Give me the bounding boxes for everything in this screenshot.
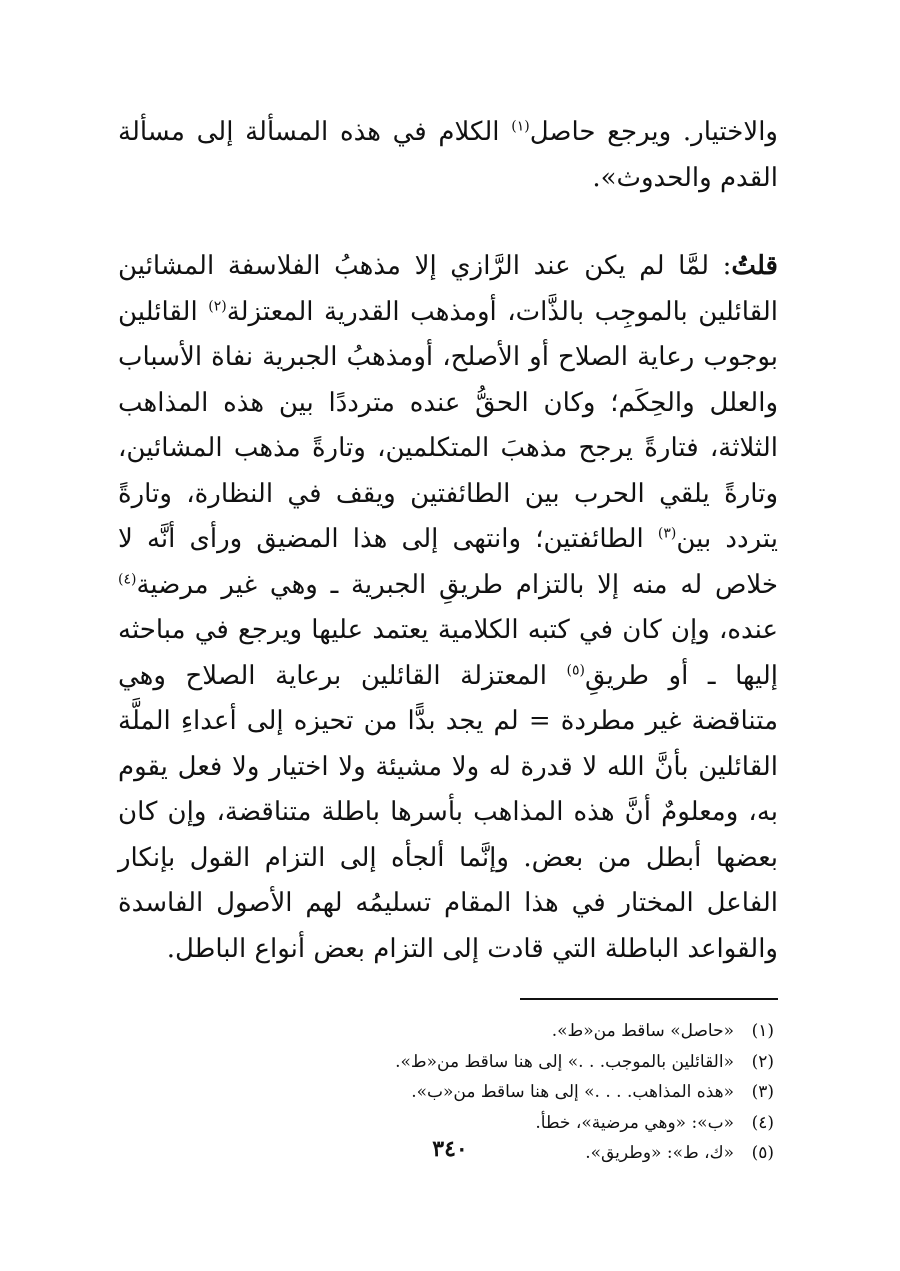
page-number: ٣٤٠ — [432, 1136, 468, 1162]
intro-paragraph — [118, 110, 778, 201]
intro-text-1: والاختيار. ويرجع حاصل — [529, 117, 778, 147]
footnote-number: (٢) — [751, 1051, 774, 1072]
footnote-number: (٣) — [751, 1082, 774, 1102]
footnote-ref-2: (٢) — [208, 297, 227, 314]
main-paragraph — [118, 244, 778, 972]
footnote-text: «ك، ط»: «وطريق». — [585, 1143, 734, 1163]
footnote-text: «ب»: «وهي مرضية»، خطأ. — [535, 1112, 734, 1133]
lead-word: قلتُ — [731, 251, 778, 281]
footnote-number: (٤) — [751, 1112, 774, 1133]
footnote-number: (١) — [751, 1021, 774, 1041]
footnote-ref-5: (٥) — [566, 661, 585, 678]
main-text-4: عنده، وإن كان في كتبه الكلامية يعتمد عليها ويرجع في مباحثه إليها ـ أو طريقِ — [118, 615, 779, 691]
footnote-text: «حاصل» ساقط من«ط». — [551, 1021, 734, 1041]
footnote-item — [118, 1047, 778, 1078]
main-text-1: : لمَّا لم يكن عند الرَّازي إلا مذهبُ الفلاسفة المشائين القائلين بالموجِب بالذَّات، أومذهب القدرية المعتزلة — [118, 251, 778, 327]
footnote-item — [118, 1016, 778, 1047]
footnote-divider — [520, 998, 778, 1000]
page-body — [118, 110, 778, 1169]
footnote-number: (٥) — [751, 1143, 774, 1163]
main-text-2: القائلين بوجوب رعاية الصلاح أو الأصلح، أومذهبُ الجبرية نفاة الأسباب والعلل والحِكَم؛ وكان الحقُّ عنده مترددًا بين هذه المذاهب الثلاثة، فتارةً يرجح مذهبَ المتكلمين، وتارةً مذهب المشائين، وتارةً يلقي الحرب بين الطائفتين ويقف في النظارة، وتارةً يتردد بين — [118, 296, 778, 554]
main-text-3: الطائفتين؛ وانتهى إلى هذا المضيق ورأى أنَّه لا خلاص له منه إلا بالتزام طريقِ الجبرية ـ وهي غير مرضية — [118, 524, 778, 600]
footnote-item — [118, 1108, 778, 1139]
footnote-text: «هذه المذاهب. . . .» إلى هنا ساقط من«ب». — [411, 1082, 734, 1102]
main-text-5: المعتزلة القائلين برعاية الصلاح وهي متناقضة غير مطردة = لم يجد بدًّا من تحيزه إلى أعداءِ الملَّة القائلين بأنَّ الله لا قدرة له ولا مشيئة ولا اختيار ولا فعل يقوم به، ومعلومٌ أنَّ هذه المذاهب بأسرها باطلة متناقضة، وإن كان بعضها أبطل من بعض. وإنَّما ألجأه إلى التزام القول بإنكار الفاعل المختار في هذا المقام تسليمُه لهم الأصول الفاسدة والقواعد الباطلة التي قادت إلى التزام بعض أنواع الباطل. — [118, 660, 778, 964]
footnote-item — [118, 1077, 778, 1108]
footnote-ref-3: (٣) — [657, 525, 677, 542]
intro-text-2: الكلام في هذه المسألة إلى مسألة القدم والحدوث». — [118, 117, 778, 193]
footnote-ref-1: (١) — [511, 118, 530, 135]
footnote-ref-4: (٤) — [118, 570, 137, 587]
footnote-text: «القائلين بالموجب. . .» إلى هنا ساقط من«ط». — [395, 1051, 734, 1072]
